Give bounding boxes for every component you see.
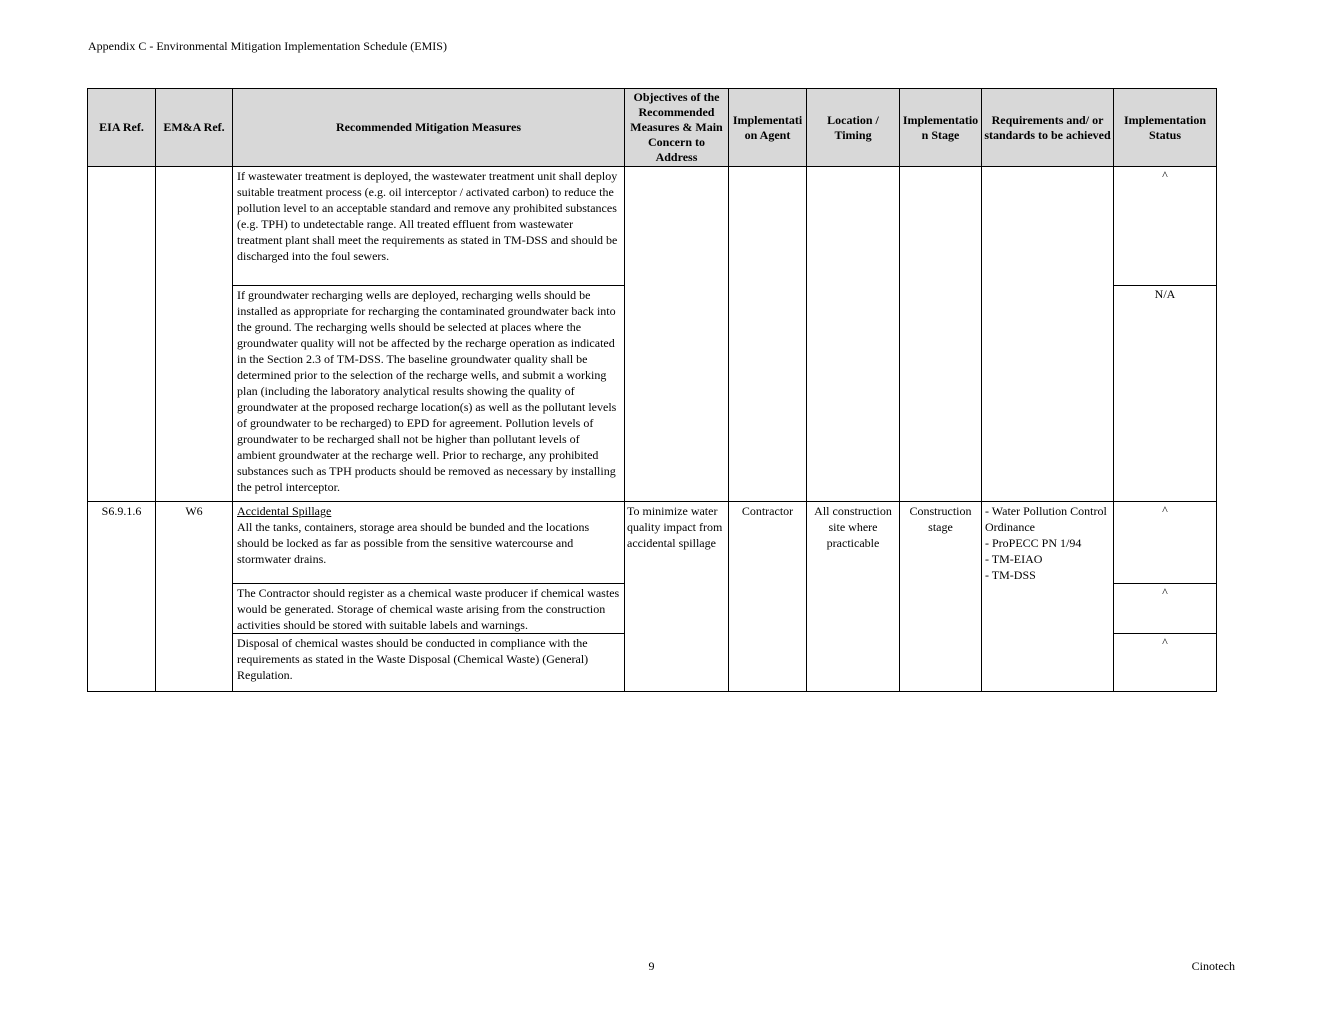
- status-cell: ^: [1114, 502, 1217, 584]
- measure-text: If groundwater recharging wells are deployed, recharging wells should be installed as appropriate for recharging the contaminated groundwater back into the ground. The recharging wells should be selected at places where the groundwater quality will not be affected by the recharge operation as indicated in the Section 2.3 of TM-DSS. The baseline groundwater quality shall be determined prior to the selection of the recharge wells, and submit a working plan (including the laboratory analytical results showing the quality of groundwater at the proposed recharge location(s) as well as the pollutant levels of groundwater to be recharged) to EPD for agreement. Pollution levels of groundwater to be recharged shall not be higher than pollutant levels of ambient groundwater at the recharge well. Prior to recharge, any prohibited substances such as TPH products should be removed as necessary by installing the petrol interceptor.: [237, 288, 617, 494]
- footer-company: Cinotech: [1191, 959, 1235, 973]
- column-header-eia-ref: EIA Ref.: [88, 89, 156, 167]
- eia-ref-cell: S6.9.1.6: [88, 502, 156, 692]
- agent-cell: Contractor: [729, 502, 807, 692]
- location-timing-cell: All construction site where practicable: [807, 502, 900, 692]
- requirements-cell: [982, 502, 1114, 692]
- stage-cell: Construction stage: [900, 502, 982, 692]
- status-cell: ^: [1114, 584, 1217, 634]
- table-header-row: [88, 89, 1217, 167]
- column-header-stage: Implementation Stage: [900, 89, 982, 167]
- requirement-item: - ProPECC PN 1/94: [985, 536, 1082, 550]
- status-cell: ^: [1114, 634, 1217, 692]
- stage-cell: [900, 167, 982, 502]
- measure-cell: [233, 502, 625, 584]
- requirement-item: - TM-EIAO: [985, 552, 1043, 566]
- requirement-item: - Water Pollution Control Ordinance: [985, 504, 1107, 534]
- requirements-cell: [982, 167, 1114, 502]
- measure-text: Disposal of chemical wastes should be conducted in compliance with the requirements as stated in the Waste Disposal (Chemical Waste) (General) Regulation.: [237, 636, 589, 682]
- eia-ref-cell: [88, 167, 156, 502]
- page-title: Appendix C - Environmental Mitigation Implementation Schedule (EMIS): [88, 39, 447, 53]
- measure-text: All the tanks, containers, storage area should be bunded and the locations should be locked as far as possible from the sensitive watercourse and stormwater drains.: [237, 520, 590, 566]
- table-row: [88, 502, 1217, 584]
- page-number: 9: [648, 959, 655, 973]
- ema-ref-cell: [156, 167, 233, 502]
- measure-heading: Accidental Spillage: [237, 504, 332, 518]
- emis-table: [87, 88, 1217, 692]
- measure-cell: [233, 286, 625, 502]
- column-header-measures: Recommended Mitigation Measures: [233, 89, 625, 167]
- measure-text: If wastewater treatment is deployed, the wastewater treatment unit shall deploy suitable treatment process (e.g. oil interceptor / activated carbon) to reduce the pollution level to an acceptable standard and remove any prohibited substances (e.g. TPH) to undetectable range. All treated effluent from wastewater treatment plant shall meet the requirements as stated in TM-DSS and should be discharged into the foul sewers.: [237, 169, 618, 263]
- agent-cell: [729, 167, 807, 502]
- ema-ref-cell: W6: [156, 502, 233, 692]
- location-timing-cell: [807, 167, 900, 502]
- status-cell: ^: [1114, 167, 1217, 286]
- objectives-cell: To minimize water quality impact from accidental spillage: [625, 502, 729, 692]
- measure-cell: [233, 584, 625, 634]
- requirement-item: - TM-DSS: [985, 568, 1036, 582]
- column-header-agent: Implementation Agent: [729, 89, 807, 167]
- objectives-cell: [625, 167, 729, 502]
- table-row: [88, 167, 1217, 286]
- measure-text: The Contractor should register as a chemical waste producer if chemical wastes would be generated. Storage of chemical waste arising from the construction activities should be stored with suitable labels and warnings.: [237, 586, 620, 632]
- measure-cell: [233, 634, 625, 692]
- column-header-requirements: Requirements and/ or standards to be achieved: [982, 89, 1114, 167]
- status-cell: N/A: [1114, 286, 1217, 502]
- column-header-status: Implementation Status: [1114, 89, 1217, 167]
- column-header-ema-ref: EM&A Ref.: [156, 89, 233, 167]
- column-header-objectives: Objectives of the Recommended Measures & Main Concern to Address: [625, 89, 729, 167]
- measure-cell: [233, 167, 625, 286]
- column-header-location-timing: Location / Timing: [807, 89, 900, 167]
